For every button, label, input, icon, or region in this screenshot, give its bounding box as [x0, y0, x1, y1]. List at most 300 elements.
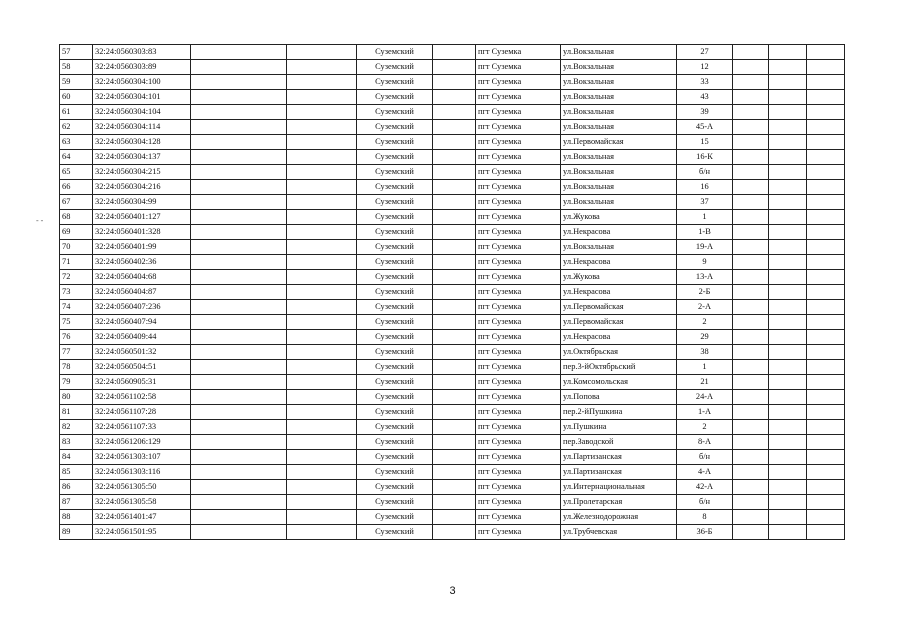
- empty-cell: [807, 300, 845, 315]
- empty-cell: [733, 135, 769, 150]
- street-cell: ул.Партизанская: [561, 465, 677, 480]
- empty-cell: [733, 270, 769, 285]
- street-cell: ул.Пушкина: [561, 420, 677, 435]
- empty-cell: [769, 240, 807, 255]
- cadastral-number-cell: 32:24:0561401:47: [93, 510, 191, 525]
- settlement-cell: пгт Суземка: [476, 60, 561, 75]
- house-number-cell: 13-А: [677, 270, 733, 285]
- empty-cell: [733, 405, 769, 420]
- empty-cell: [191, 510, 287, 525]
- row-number-cell: 63: [60, 135, 93, 150]
- district-cell: Суземский: [357, 270, 433, 285]
- table-row: [60, 195, 845, 210]
- street-cell: ул.Вокзальная: [561, 90, 677, 105]
- table-row: [60, 75, 845, 90]
- empty-cell: [769, 300, 807, 315]
- district-cell: Суземский: [357, 480, 433, 495]
- district-cell: Суземский: [357, 360, 433, 375]
- empty-cell: [769, 180, 807, 195]
- empty-cell: [769, 195, 807, 210]
- settlement-cell: пгт Суземка: [476, 405, 561, 420]
- table-row: [60, 435, 845, 450]
- settlement-cell: пгт Суземка: [476, 390, 561, 405]
- street-cell: ул.Некрасова: [561, 285, 677, 300]
- settlement-cell: пгт Суземка: [476, 285, 561, 300]
- house-number-cell: 12: [677, 60, 733, 75]
- row-number-cell: 57: [60, 45, 93, 60]
- house-number-cell: 4-А: [677, 465, 733, 480]
- row-number-cell: 64: [60, 150, 93, 165]
- empty-cell: [807, 330, 845, 345]
- empty-cell: [807, 75, 845, 90]
- empty-cell: [769, 150, 807, 165]
- house-number-cell: 29: [677, 330, 733, 345]
- street-cell: ул.Некрасова: [561, 330, 677, 345]
- cadastral-number-cell: 32:24:0560401:328: [93, 225, 191, 240]
- district-cell: Суземский: [357, 210, 433, 225]
- cadastral-number-cell: 32:24:0560304:128: [93, 135, 191, 150]
- empty-cell: [191, 465, 287, 480]
- page-number: 3: [449, 585, 456, 597]
- empty-cell: [733, 45, 769, 60]
- empty-cell: [769, 315, 807, 330]
- district-cell: Суземский: [357, 165, 433, 180]
- empty-cell: [287, 105, 357, 120]
- settlement-cell: пгт Суземка: [476, 165, 561, 180]
- empty-cell: [807, 420, 845, 435]
- empty-cell: [287, 525, 357, 540]
- street-cell: пер.3-йОктябрьский: [561, 360, 677, 375]
- empty-cell: [733, 180, 769, 195]
- row-number-cell: 83: [60, 435, 93, 450]
- table-row: [60, 390, 845, 405]
- cadastral-number-cell: 32:24:0560303:89: [93, 60, 191, 75]
- row-number-cell: 81: [60, 405, 93, 420]
- empty-cell: [191, 45, 287, 60]
- empty-cell: [191, 495, 287, 510]
- empty-cell: [433, 450, 476, 465]
- district-cell: Суземский: [357, 345, 433, 360]
- row-number-cell: 76: [60, 330, 93, 345]
- empty-cell: [433, 45, 476, 60]
- empty-cell: [191, 480, 287, 495]
- district-cell: Суземский: [357, 45, 433, 60]
- cadastral-number-cell: 32:24:0561303:116: [93, 465, 191, 480]
- empty-cell: [191, 255, 287, 270]
- empty-cell: [191, 315, 287, 330]
- empty-cell: [287, 345, 357, 360]
- empty-cell: [807, 90, 845, 105]
- row-number-cell: 80: [60, 390, 93, 405]
- house-number-cell: 1: [677, 360, 733, 375]
- table-row: [60, 480, 845, 495]
- cadastral-number-cell: 32:24:0560905:31: [93, 375, 191, 390]
- empty-cell: [733, 165, 769, 180]
- empty-cell: [733, 420, 769, 435]
- settlement-cell: пгт Суземка: [476, 420, 561, 435]
- row-number-cell: 73: [60, 285, 93, 300]
- empty-cell: [287, 270, 357, 285]
- street-cell: ул.Пролетарская: [561, 495, 677, 510]
- empty-cell: [807, 150, 845, 165]
- empty-cell: [733, 465, 769, 480]
- cadastral-number-cell: 32:24:0560407:94: [93, 315, 191, 330]
- district-cell: Суземский: [357, 510, 433, 525]
- empty-cell: [433, 360, 476, 375]
- row-number-cell: 61: [60, 105, 93, 120]
- house-number-cell: 21: [677, 375, 733, 390]
- empty-cell: [807, 60, 845, 75]
- empty-cell: [191, 225, 287, 240]
- house-number-cell: 45-А: [677, 120, 733, 135]
- table-row: [60, 165, 845, 180]
- empty-cell: [433, 270, 476, 285]
- house-number-cell: 16-К: [677, 150, 733, 165]
- empty-cell: [191, 165, 287, 180]
- cadastral-number-cell: 32:24:0561501:95: [93, 525, 191, 540]
- empty-cell: [807, 285, 845, 300]
- empty-cell: [287, 435, 357, 450]
- street-cell: пер.2-йПушкина: [561, 405, 677, 420]
- table-row: [60, 60, 845, 75]
- table-row: [60, 330, 845, 345]
- settlement-cell: пгт Суземка: [476, 465, 561, 480]
- district-cell: Суземский: [357, 495, 433, 510]
- empty-cell: [769, 405, 807, 420]
- house-number-cell: 42-А: [677, 480, 733, 495]
- cadastral-number-cell: 32:24:0560401:127: [93, 210, 191, 225]
- empty-cell: [287, 360, 357, 375]
- district-cell: Суземский: [357, 450, 433, 465]
- empty-cell: [433, 330, 476, 345]
- empty-cell: [191, 435, 287, 450]
- table-row: [60, 495, 845, 510]
- table-row: [60, 450, 845, 465]
- empty-cell: [191, 120, 287, 135]
- empty-cell: [433, 105, 476, 120]
- table-row: [60, 510, 845, 525]
- registry-rows: [60, 45, 845, 540]
- table-row: [60, 285, 845, 300]
- row-number-cell: 62: [60, 120, 93, 135]
- house-number-cell: 2-Б: [677, 285, 733, 300]
- row-number-cell: 78: [60, 360, 93, 375]
- empty-cell: [769, 60, 807, 75]
- empty-cell: [433, 135, 476, 150]
- empty-cell: [433, 480, 476, 495]
- empty-cell: [287, 90, 357, 105]
- house-number-cell: 1: [677, 210, 733, 225]
- street-cell: ул.Октябрьская: [561, 345, 677, 360]
- registry-table: [59, 44, 845, 540]
- empty-cell: [191, 270, 287, 285]
- cadastral-number-cell: 32:24:0560401:99: [93, 240, 191, 255]
- house-number-cell: 16: [677, 180, 733, 195]
- district-cell: Суземский: [357, 105, 433, 120]
- district-cell: Суземский: [357, 150, 433, 165]
- empty-cell: [807, 120, 845, 135]
- house-number-cell: 8-А: [677, 435, 733, 450]
- settlement-cell: пгт Суземка: [476, 225, 561, 240]
- empty-cell: [769, 75, 807, 90]
- empty-cell: [191, 75, 287, 90]
- empty-cell: [807, 195, 845, 210]
- table-row: [60, 360, 845, 375]
- street-cell: ул.Вокзальная: [561, 150, 677, 165]
- table-row: [60, 180, 845, 195]
- empty-cell: [733, 345, 769, 360]
- district-cell: Суземский: [357, 285, 433, 300]
- empty-cell: [433, 390, 476, 405]
- empty-cell: [287, 465, 357, 480]
- empty-cell: [733, 240, 769, 255]
- empty-cell: [807, 390, 845, 405]
- house-number-cell: 15: [677, 135, 733, 150]
- house-number-cell: 36-Б: [677, 525, 733, 540]
- cadastral-number-cell: 32:24:0561303:107: [93, 450, 191, 465]
- empty-cell: [191, 300, 287, 315]
- street-cell: ул.Вокзальная: [561, 120, 677, 135]
- empty-cell: [733, 105, 769, 120]
- cadastral-number-cell: 32:24:0560304:215: [93, 165, 191, 180]
- empty-cell: [769, 225, 807, 240]
- empty-cell: [433, 510, 476, 525]
- street-cell: ул.Жукова: [561, 270, 677, 285]
- district-cell: Суземский: [357, 315, 433, 330]
- house-number-cell: 24-А: [677, 390, 733, 405]
- empty-cell: [287, 255, 357, 270]
- empty-cell: [191, 405, 287, 420]
- empty-cell: [769, 360, 807, 375]
- street-cell: ул.Вокзальная: [561, 75, 677, 90]
- empty-cell: [191, 390, 287, 405]
- district-cell: Суземский: [357, 300, 433, 315]
- row-number-cell: 75: [60, 315, 93, 330]
- settlement-cell: пгт Суземка: [476, 90, 561, 105]
- empty-cell: [433, 165, 476, 180]
- empty-cell: [433, 120, 476, 135]
- empty-cell: [733, 450, 769, 465]
- settlement-cell: пгт Суземка: [476, 45, 561, 60]
- street-cell: ул.Первомайская: [561, 300, 677, 315]
- district-cell: Суземский: [357, 405, 433, 420]
- empty-cell: [287, 450, 357, 465]
- street-cell: ул.Некрасова: [561, 225, 677, 240]
- table-row: [60, 525, 845, 540]
- empty-cell: [807, 315, 845, 330]
- empty-cell: [733, 510, 769, 525]
- settlement-cell: пгт Суземка: [476, 120, 561, 135]
- empty-cell: [807, 495, 845, 510]
- empty-cell: [287, 195, 357, 210]
- table-row: [60, 405, 845, 420]
- empty-cell: [287, 180, 357, 195]
- cadastral-number-cell: 32:24:0560504:51: [93, 360, 191, 375]
- settlement-cell: пгт Суземка: [476, 450, 561, 465]
- row-number-cell: 71: [60, 255, 93, 270]
- table-row: [60, 90, 845, 105]
- empty-cell: [191, 240, 287, 255]
- table-row: [60, 255, 845, 270]
- empty-cell: [433, 225, 476, 240]
- empty-cell: [191, 450, 287, 465]
- empty-cell: [433, 240, 476, 255]
- empty-cell: [287, 120, 357, 135]
- empty-cell: [733, 435, 769, 450]
- settlement-cell: пгт Суземка: [476, 315, 561, 330]
- empty-cell: [733, 330, 769, 345]
- empty-cell: [769, 330, 807, 345]
- cadastral-number-cell: 32:24:0560304:99: [93, 195, 191, 210]
- district-cell: Суземский: [357, 240, 433, 255]
- house-number-cell: 2: [677, 315, 733, 330]
- empty-cell: [433, 210, 476, 225]
- empty-cell: [769, 375, 807, 390]
- empty-cell: [807, 450, 845, 465]
- empty-cell: [287, 240, 357, 255]
- empty-cell: [287, 225, 357, 240]
- empty-cell: [433, 465, 476, 480]
- empty-cell: [433, 525, 476, 540]
- table-row: [60, 240, 845, 255]
- empty-cell: [807, 240, 845, 255]
- empty-cell: [191, 135, 287, 150]
- table-row: [60, 270, 845, 285]
- empty-cell: [191, 90, 287, 105]
- empty-cell: [287, 330, 357, 345]
- empty-cell: [287, 405, 357, 420]
- empty-cell: [807, 255, 845, 270]
- settlement-cell: пгт Суземка: [476, 480, 561, 495]
- cadastral-number-cell: 32:24:0560409:44: [93, 330, 191, 345]
- row-number-cell: 60: [60, 90, 93, 105]
- row-number-cell: 85: [60, 465, 93, 480]
- empty-cell: [433, 495, 476, 510]
- empty-cell: [287, 60, 357, 75]
- table-row: [60, 345, 845, 360]
- settlement-cell: пгт Суземка: [476, 75, 561, 90]
- empty-cell: [807, 270, 845, 285]
- table-row: [60, 315, 845, 330]
- settlement-cell: пгт Суземка: [476, 255, 561, 270]
- district-cell: Суземский: [357, 90, 433, 105]
- empty-cell: [807, 435, 845, 450]
- house-number-cell: 33: [677, 75, 733, 90]
- house-number-cell: б/н: [677, 495, 733, 510]
- table-row: [60, 105, 845, 120]
- cadastral-number-cell: 32:24:0560304:137: [93, 150, 191, 165]
- settlement-cell: пгт Суземка: [476, 105, 561, 120]
- row-number-cell: 82: [60, 420, 93, 435]
- empty-cell: [433, 180, 476, 195]
- district-cell: Суземский: [357, 420, 433, 435]
- empty-cell: [433, 75, 476, 90]
- empty-cell: [807, 525, 845, 540]
- district-cell: Суземский: [357, 135, 433, 150]
- house-number-cell: 9: [677, 255, 733, 270]
- district-cell: Суземский: [357, 525, 433, 540]
- row-number-cell: 59: [60, 75, 93, 90]
- district-cell: Суземский: [357, 180, 433, 195]
- cadastral-number-cell: 32:24:0560402:36: [93, 255, 191, 270]
- district-cell: Суземский: [357, 60, 433, 75]
- empty-cell: [287, 165, 357, 180]
- house-number-cell: 2: [677, 420, 733, 435]
- empty-cell: [733, 150, 769, 165]
- row-number-cell: 86: [60, 480, 93, 495]
- empty-cell: [287, 210, 357, 225]
- street-cell: ул.Жукова: [561, 210, 677, 225]
- cadastral-number-cell: 32:24:0561102:58: [93, 390, 191, 405]
- district-cell: Суземский: [357, 465, 433, 480]
- row-number-cell: 88: [60, 510, 93, 525]
- settlement-cell: пгт Суземка: [476, 360, 561, 375]
- empty-cell: [733, 90, 769, 105]
- empty-cell: [807, 180, 845, 195]
- empty-cell: [769, 525, 807, 540]
- street-cell: ул.Трубчевская: [561, 525, 677, 540]
- empty-cell: [191, 360, 287, 375]
- district-cell: Суземский: [357, 75, 433, 90]
- cadastral-number-cell: 32:24:0560304:216: [93, 180, 191, 195]
- district-cell: Суземский: [357, 390, 433, 405]
- empty-cell: [769, 45, 807, 60]
- empty-cell: [191, 60, 287, 75]
- table-row: [60, 45, 845, 60]
- empty-cell: [287, 510, 357, 525]
- cadastral-number-cell: 32:24:0561107:33: [93, 420, 191, 435]
- empty-cell: [733, 525, 769, 540]
- empty-cell: [287, 390, 357, 405]
- empty-cell: [433, 375, 476, 390]
- row-number-cell: 65: [60, 165, 93, 180]
- empty-cell: [733, 495, 769, 510]
- street-cell: ул.Комсомольская: [561, 375, 677, 390]
- empty-cell: [769, 255, 807, 270]
- empty-cell: [733, 195, 769, 210]
- empty-cell: [433, 285, 476, 300]
- empty-cell: [287, 375, 357, 390]
- house-number-cell: 2-А: [677, 300, 733, 315]
- empty-cell: [733, 360, 769, 375]
- empty-cell: [191, 180, 287, 195]
- street-cell: ул.Первомайская: [561, 315, 677, 330]
- empty-cell: [769, 90, 807, 105]
- house-number-cell: б/н: [677, 165, 733, 180]
- empty-cell: [769, 510, 807, 525]
- settlement-cell: пгт Суземка: [476, 195, 561, 210]
- empty-cell: [191, 195, 287, 210]
- empty-cell: [769, 135, 807, 150]
- empty-cell: [769, 435, 807, 450]
- settlement-cell: пгт Суземка: [476, 525, 561, 540]
- empty-cell: [287, 75, 357, 90]
- empty-cell: [769, 165, 807, 180]
- table-row: [60, 135, 845, 150]
- empty-cell: [769, 120, 807, 135]
- empty-cell: [287, 285, 357, 300]
- empty-cell: [433, 150, 476, 165]
- street-cell: ул.Некрасова: [561, 255, 677, 270]
- table-row: [60, 120, 845, 135]
- row-number-cell: 66: [60, 180, 93, 195]
- street-cell: ул.Вокзальная: [561, 45, 677, 60]
- cadastral-number-cell: 32:24:0561107:28: [93, 405, 191, 420]
- empty-cell: [769, 285, 807, 300]
- empty-cell: [191, 105, 287, 120]
- empty-cell: [769, 450, 807, 465]
- empty-cell: [733, 210, 769, 225]
